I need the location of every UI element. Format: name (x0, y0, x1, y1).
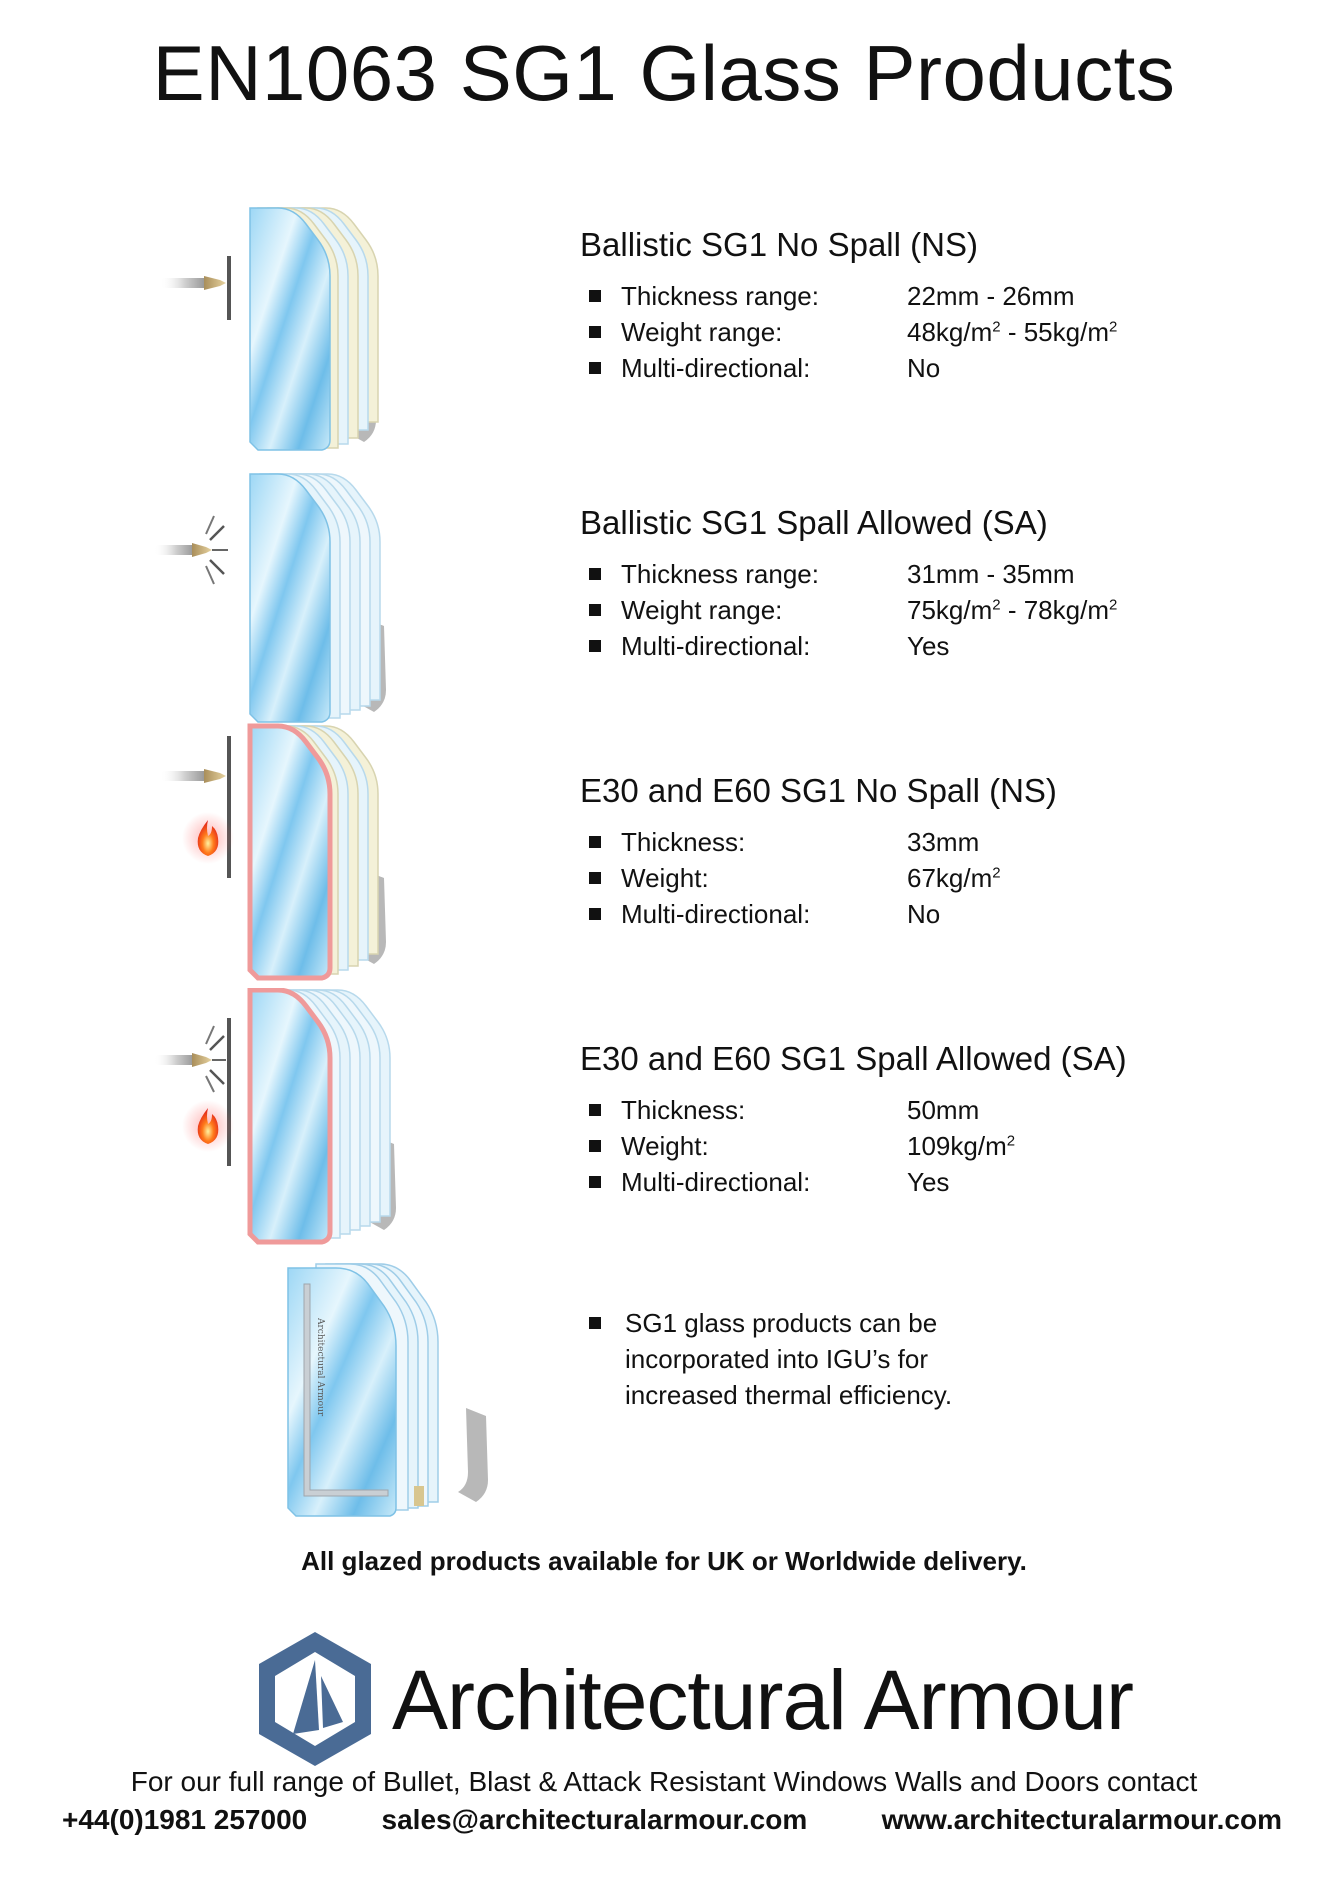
bullet-icon (589, 836, 601, 848)
igu-note-line: incorporated into IGU’s for (625, 1344, 928, 1374)
delivery-note: All glazed products available for UK or Worldwide delivery. (301, 1546, 1027, 1576)
spec-row (580, 278, 1117, 314)
spec-value: 31mm - 35mm (907, 558, 1075, 589)
page-title: EN1063 SG1 Glass Products (152, 29, 1176, 117)
spec-label: Multi-directional: (621, 630, 811, 661)
spec-row (580, 1128, 1127, 1164)
spec-row (580, 314, 1117, 350)
spec-row (580, 824, 1057, 860)
igu-note (580, 1305, 952, 1413)
spec-row (580, 860, 1057, 896)
product-title: Ballistic SG1 No Spall (NS) (580, 226, 978, 263)
email-link[interactable]: sales@architecturalarmour.com (381, 1804, 808, 1835)
bullet-icon (589, 290, 601, 302)
bullet-icon (589, 1176, 601, 1188)
bullet-icon (589, 908, 601, 920)
igu-unit-illustration (280, 1258, 500, 1520)
spec-label: Weight: (621, 862, 709, 893)
website-link[interactable]: www.architecturalarmour.com (881, 1804, 1282, 1835)
product-title: Ballistic SG1 Spall Allowed (SA) (580, 504, 1048, 541)
spec-label: Weight: (621, 1130, 709, 1161)
bullet-icon (589, 1104, 601, 1116)
spec-value: $67kg/m^2$ (907, 862, 1001, 893)
spec-label: Thickness range: (621, 558, 819, 589)
igu-frame-label: Architectural Armour (315, 1318, 325, 1417)
product-ballistic-sa (0, 468, 1328, 748)
spec-value: No (907, 352, 941, 383)
bullet-icon (589, 1317, 601, 1329)
igu-note-line: increased thermal efficiency. (625, 1380, 953, 1410)
spec-row (580, 556, 1117, 592)
spec-value: $109kg/m^2$ (907, 1130, 1016, 1161)
spec-value: $48kg/m^2 - 55kg/m^2$ (907, 316, 1118, 347)
contact-line: For our full range of Bullet, Blast & Attack Resistant Windows Walls and Doors contact (130, 1766, 1198, 1797)
spec-label: Multi-directional: (621, 1166, 811, 1197)
glass-ballistic-ns-illustration (150, 200, 490, 470)
bullet-icon (589, 640, 601, 652)
spec-value: $75kg/m^2 - 78kg/m^2$ (907, 594, 1118, 625)
spec-value: No (907, 898, 941, 929)
bullet-icon (589, 604, 601, 616)
spec-label: Thickness range: (621, 280, 819, 311)
bullet-icon (589, 326, 601, 338)
bullet-icon (589, 362, 601, 374)
bullet-icon (589, 568, 601, 580)
spec-value: Yes (907, 630, 950, 661)
spec-row (580, 896, 1057, 932)
phone-number[interactable]: +44(0)1981 257000 (62, 1804, 308, 1835)
spec-row (580, 1164, 1127, 1200)
igu-note-line: SG1 glass products can be (625, 1308, 938, 1338)
product-e30-e60-sa (0, 988, 1328, 1268)
spec-row (580, 1092, 1127, 1128)
spec-label: Weight range: (621, 316, 783, 347)
spec-row (580, 628, 1117, 664)
spec-label: Thickness: (621, 1094, 746, 1125)
product-ballistic-ns (0, 200, 1328, 480)
bullet-icon (589, 1140, 601, 1152)
product-title: E30 and E60 SG1 No Spall (NS) (580, 772, 1057, 809)
spec-value: 22mm - 26mm (907, 280, 1075, 311)
product-title: E30 and E60 SG1 Spall Allowed (SA) (580, 1040, 1127, 1077)
spec-value: Yes (907, 1166, 950, 1197)
spec-row (580, 350, 1117, 386)
glass-ballistic-sa-illustration (150, 468, 490, 738)
contact-details (62, 1804, 1282, 1836)
glass-fire-sa-illustration (150, 988, 490, 1258)
glass-fire-ns-illustration (150, 722, 490, 992)
spec-value: 50mm (907, 1094, 980, 1125)
spec-row (580, 592, 1117, 628)
architectural-armour-logo-icon (255, 1630, 375, 1768)
spec-label: Weight range: (621, 594, 783, 625)
spec-label: Multi-directional: (621, 352, 811, 383)
bullet-icon (589, 872, 601, 884)
spec-label: Multi-directional: (621, 898, 811, 929)
spec-label: Thickness: (621, 826, 746, 857)
spec-value: 33mm (907, 826, 980, 857)
product-e30-e60-ns (0, 722, 1328, 1002)
brand-name: Architectural Armour (392, 1653, 1133, 1747)
